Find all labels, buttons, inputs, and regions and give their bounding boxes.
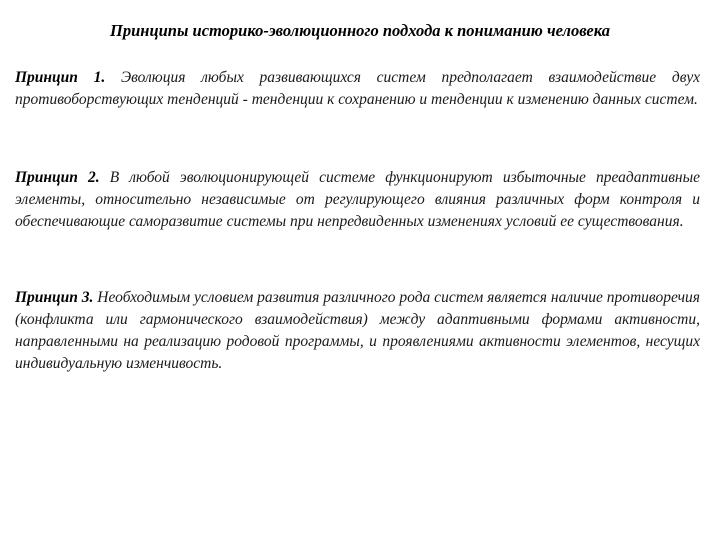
principle-1-text: Эволюция любых развивающихся систем предполагает взаимодействие двух противоборствующих тенденций - тенденции к сохранению и тенденции к изменению данных систем.: [15, 69, 700, 108]
principle-2-paragraph: [15, 167, 700, 233]
principle-1-paragraph: [15, 67, 700, 111]
principle-3-lead: Принцип 3.: [15, 289, 94, 306]
principle-2-lead: Принцип 2.: [15, 169, 100, 186]
slide-title: Принципы историко-эволюционного подхода к пониманию человека: [110, 21, 610, 40]
principle-2-text: В любой эволюционирующей системе функционируют избыточные преадаптивные элементы, относительно независимые от регулирующего влияния различных форм контроля и обеспечивающие саморазвитие системы при непредвиденных изменениях условий ее существования.: [15, 169, 700, 230]
principle-3-paragraph: [15, 287, 700, 375]
principle-3-text: Необходимым условием развития различного рода систем является наличие противоречия (конфликта или гармонического взаимодействия) между адаптивными формами активности, направленными на реализацию родовой программы, и проявлениями активности элементов, несущих индивидуальную изменчивость.: [15, 289, 700, 372]
principle-1-lead: Принцип 1.: [15, 69, 106, 86]
